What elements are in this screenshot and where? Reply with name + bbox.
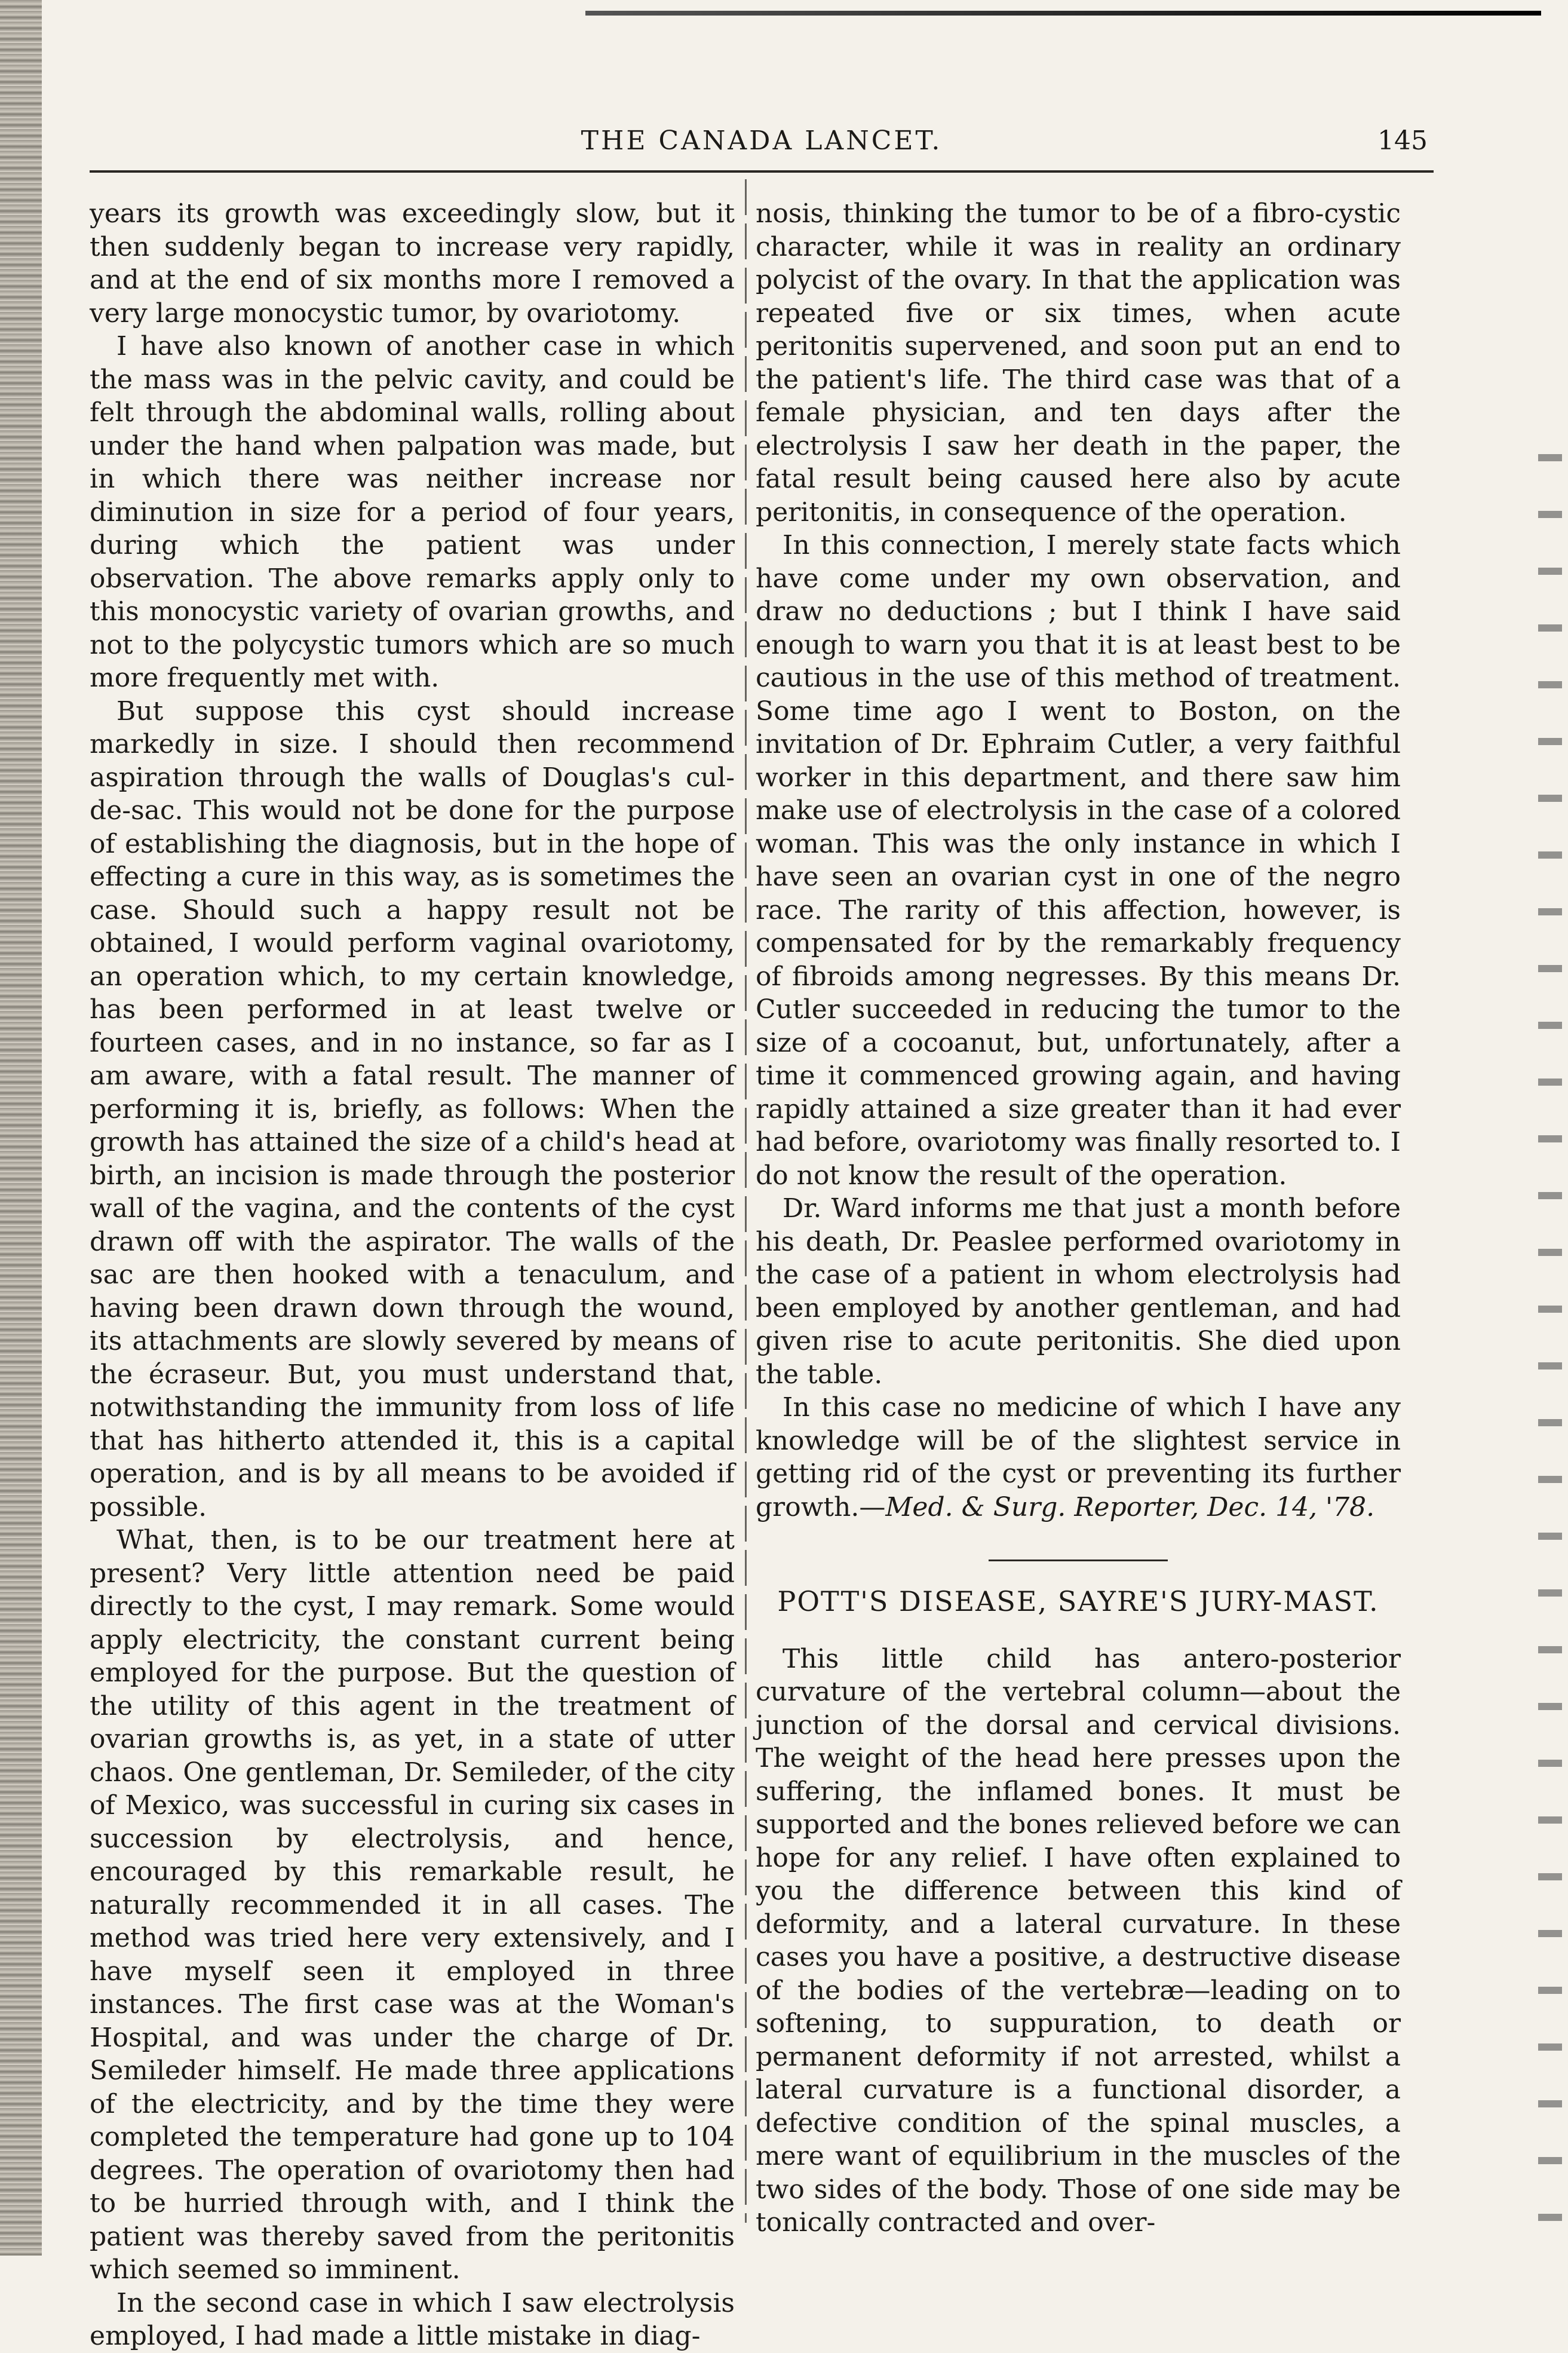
- book-binding-edge: [0, 0, 42, 2256]
- section-title: POTT'S DISEASE, SAYRE'S JURY-MAST.: [777, 1585, 1379, 1617]
- section-divider-rule: [989, 1560, 1168, 1561]
- citation: Med. & Surg. Reporter, Dec. 14, '78.: [885, 1491, 1375, 1522]
- page-number: 145: [1377, 125, 1428, 156]
- top-edge-rule: [585, 11, 1541, 16]
- paragraph: What, then, is to be our treatment here at present? Very little attention need be paid directly to the cyst, I may remark. Some would apply electricity, the constant current being employed for the purpose. But the question of the utility of this agent in the treatment of ovarian growths is, as yet, in a state of utter chaos. One gentleman, Dr. Semileder, of the city of Mexico, was successful in curing six cases in succession by electrolysis, and hence, encouraged by this remarkable result, he naturally recommended it in all cases. The method was tried here very extensively, and I have myself seen it employed in three instances. The first case was at the Woman's Hospital, and was under the charge of Dr. Semileder himself. He made three applications of the electricity, and by the time they were completed the temperature had gone up to 104 degrees. The operation of ovariotomy then had to be hurried through with, and I think the patient was thereby saved from the peritonitis which seemed so imminent.: [90, 1525, 735, 2285]
- left-column: [90, 197, 735, 2351]
- header-rule: [90, 170, 1434, 173]
- paragraph: nosis, thinking the tumor to be of a fibro-cystic character, while it was in reality an ordinary polycist of the ovary. In that the application was repeated five or six times, when acute peritonitis supervened, and soon put an end to the patient's life. The third case was that of a female physician, and ten days after the electrolysis I saw her death in the paper, the fatal result being caused here also by acute peritonitis, in consequence of the operation.: [756, 198, 1401, 528]
- paragraph: years its growth was exceedingly slow, but it then suddenly began to increase very rapidly, and at the end of six months more I removed a very large monocystic tumor, by ovariotomy.: [90, 198, 735, 329]
- paragraph: In the second case in which I saw electrolysis employed, I had made a little mistake in diag-: [90, 2287, 735, 2351]
- paragraph-text: In this case no medicine of which I have any knowledge will be of the slightest service in getting rid of the cyst or preventing its further growth.—: [756, 1392, 1401, 1522]
- paragraph: I have also known of another case in which the mass was in the pelvic cavity, and could be felt through the abdominal walls, rolling about under the hand when palpation was made, but in which there was neither increase nor diminution in size for a period of four years, during which the patient was under observation. The above remarks apply only to this monocystic variety of ovarian growths, and not to the polycystic tumors which are so much more frequently met with.: [90, 331, 735, 693]
- paragraph: In this connection, I merely state facts which have come under my own observation, and draw no deductions ; but I think I have said enough to warn you that it is at least best to be cautious in the use of this method of treatment. Some time ago I went to Boston, on the invitation of Dr. Ephraim Cutler, a very faithful worker in this department, and there saw him make use of electrolysis in the case of a colored woman. This was the only instance in which I have seen an ovarian cyst in one of the negro race. The rarity of this affection, however, is compensated for by the remarkably frequency of fibroids among negresses. By this means Dr. Cutler succeeded in reducing the tumor to the size of a cocoanut, but, unfortunately, after a time it commenced growing again, and having rapidly attained a size greater than it had ever had before, ovariotomy was finally resorted to. I do not know the result of the operation.: [756, 530, 1401, 1191]
- column-divider: [745, 179, 747, 2223]
- paragraph: But suppose this cyst should increase markedly in size. I should then recommend aspiration through the walls of Douglas's cul-de-sac. This would not be done for the purpose of establishing the diagnosis, but in the hope of effecting a cure in this way, as is sometimes the case. Should such a happy result not be obtained, I would perform vaginal ovariotomy, an operation which, to my certain knowledge, has been performed in at least twelve or fourteen cases, and in no instance, so far as I am aware, with a fatal result. The manner of performing it is, briefly, as follows: When the growth has attained the size of a child's head at birth, an incision is made through the posterior wall of the vagina, and the contents of the cyst drawn off with the aspirator. The walls of the sac are then hooked with a tenaculum, and having been drawn down through the wound, its attachments are slowly severed by means of the écraseur. But, you must understand that, notwithstanding the immunity from loss of life that has hitherto attended it, this is a capital operation, and is by all means to be avoided if possible.: [90, 696, 735, 1522]
- paragraph: This little child has antero-posterior curvature of the vertebral column—about the junction of the dorsal and cervical divisions. The weight of the head here presses upon the suffering, the inflamed bones. It must be supported and the bones relieved before we can hope for any relief. I have often explained to you the difference between this kind of deformity, and a lateral curvature. In these cases you have a positive, a destructive disease of the bodies of the vertebræ—leading on to softening, to suppuration, to death or permanent deformity if not arrested, whilst a lateral curvature is a functional disorder, a defective condition of the spinal muscles, a mere want of equilibrium in the muscles of the two sides of the body. Those of one side may be tonically contracted and over-: [756, 1643, 1401, 2238]
- right-column: [756, 197, 1401, 2238]
- paragraph: Dr. Ward informs me that just a month before his death, Dr. Peaslee performed ovariotomy in the case of a patient in whom electrolysis had been employed by another gentleman, and had given rise to acute peritonitis. She died upon the table.: [756, 1193, 1401, 1390]
- paragraph-with-citation: [756, 1391, 1401, 1524]
- running-title: THE CANADA LANCET.: [581, 125, 943, 156]
- page-header: [90, 120, 1434, 167]
- right-margin-marks: [1538, 430, 1562, 2235]
